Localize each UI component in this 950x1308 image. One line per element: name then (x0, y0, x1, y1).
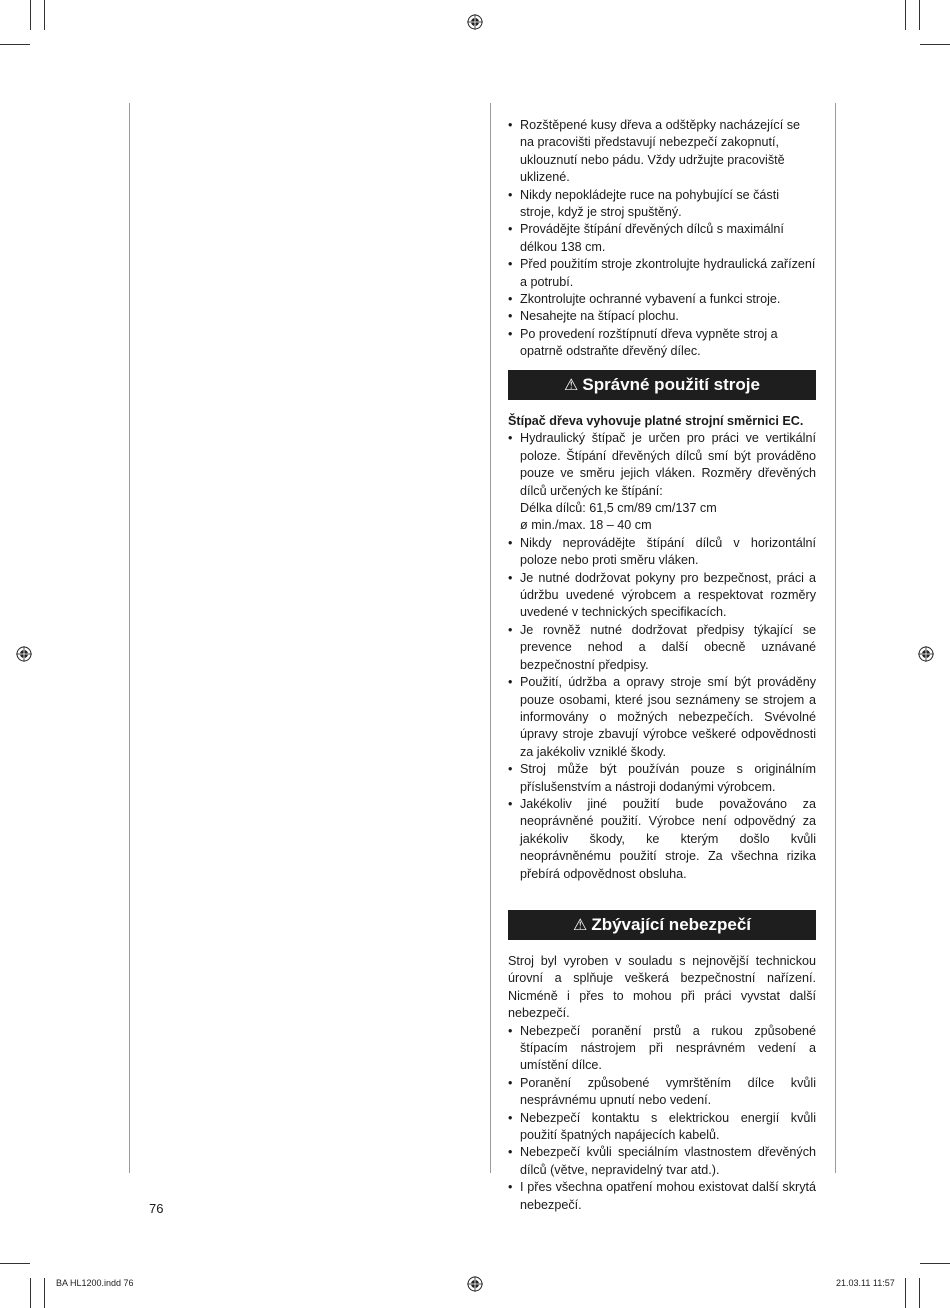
list-item: • Je rovněž nutné dodržovat předpisy týkající se prevence nehod a další obecně uznávané bezpečnostní předpisy. (508, 622, 816, 674)
list-item: • Použití, údržba a opravy stroje smí být prováděny pouze osobami, které jsou seznámeny se strojem a informovány o možných nebezpečích. Svévolné úpravy stroje zbavují výrobce veškeré odpovědnosti za jakékoliv vzniklé škody. (508, 674, 816, 761)
section-heading-proper-use (508, 370, 816, 400)
crop-mark-bottom-left-h (0, 1263, 30, 1264)
list-item: • Nesahejte na štípací plochu. (508, 308, 816, 325)
list-item: • Nikdy neprovádějte štípání dílců v horizontální poloze nebo proti směru vláken. (508, 535, 816, 570)
list-item: • Před použitím stroje zkontrolujte hydraulická zařízení a potrubí. (508, 256, 816, 291)
list-item: • Rozštěpené kusy dřeva a odštěpky nacházející se na pracovišti představují nebezpečí zakopnutí, uklouznutí nebo pádu. Vždy udržujte pracoviště uklizené. (508, 117, 816, 187)
column-rule-right (835, 103, 836, 1173)
registration-mark-left-icon (16, 646, 32, 662)
list-item: • Nikdy nepokládejte ruce na pohybující se části stroje, když je stroj spuštěný. (508, 187, 816, 222)
crop-mark-bottom-right-v2 (919, 1278, 920, 1308)
crop-mark-top-left-v (30, 0, 31, 30)
crop-mark-top-left-h (0, 44, 30, 45)
crop-mark-bottom-left-v (30, 1278, 31, 1308)
list-item: • Provádějte štípání dřevěných dílců s maximální délkou 138 cm. (508, 221, 816, 256)
crop-mark-bottom-right-h (920, 1263, 950, 1264)
crop-mark-bottom-right-v (905, 1278, 906, 1308)
section-heading-residual-risks (508, 910, 816, 940)
section-intro: Stroj byl vyroben v souladu s nejnovější technickou úrovní a splňuje veškerá bezpečnostní nařízení. Nicméně i přes to mohou při práci vyvstat další nebezpečí. (508, 954, 816, 1021)
top-safety-list (508, 117, 816, 361)
list-item: • Nebezpečí kvůli speciálním vlastnostem dřevěných dílců (větve, nepravidelný tvar atd.). (508, 1144, 816, 1179)
list-item: • Poranění způsobené vymrštěním dílce kvůli nesprávnému upnutí nebo vedení. (508, 1075, 816, 1110)
crop-mark-top-right-v (905, 0, 906, 30)
list-item: • Stroj může být používán pouze s originálním příslušenstvím a nástroji dodanými výrobcem. (508, 761, 816, 796)
section-intro: Štípač dřeva vyhovuje platné strojní směrnici EC. (508, 414, 804, 428)
registration-mark-bottom-icon (467, 1276, 483, 1292)
crop-mark-top-right-v2 (919, 0, 920, 30)
list-item: • I přes všechna opatření mohou existovat další skrytá nebezpečí. (508, 1179, 816, 1214)
list-item: • Zkontrolujte ochranné vybavení a funkci stroje. (508, 291, 816, 308)
slug-date-time: 21.03.11 11:57 (836, 1278, 895, 1288)
section-body-residual-risks (508, 953, 816, 1214)
column-rule-middle (490, 103, 491, 1173)
section-title: Správné použití stroje (582, 375, 760, 394)
warning-triangle-icon: ⚠ (572, 915, 588, 934)
crop-mark-top-right-h (920, 44, 950, 45)
column-rule-left (129, 103, 130, 1173)
page-number: 76 (149, 1201, 164, 1216)
list-item: • Je nutné dodržovat pokyny pro bezpečnost, práci a údržbu uvedené výrobcem a respektovat rozměry uvedené v technických specifikacích. (508, 570, 816, 622)
registration-mark-top-icon (467, 14, 483, 30)
slug-file-name: BA HL1200.indd 76 (56, 1278, 134, 1288)
list-item: • Jakékoliv jiné použití bude považováno za neoprávněné použití. Výrobce není odpovědný za jakékoliv škody, ke kterým došlo kvůli neoprávněnému použití stroje. Za všechna rizika přebírá odpovědnost obsluha. (508, 796, 816, 883)
section-body-proper-use (508, 413, 816, 883)
list-item-text: Hydraulický štípač je určen pro práci ve vertikální poloze. Štípání dřevěných dílců smí být prováděno pouze ve směru jejich vláken. Rozměry dřevěných dílců určených ke štípání: (520, 431, 816, 498)
list-item: • Nebezpečí poranění prstů a rukou způsobené štípacím nástrojem při nesprávném vedení a umístění dílce. (508, 1023, 816, 1075)
list-item: • Po provedení rozštípnutí dřeva vypněte stroj a opatrně odstraňte dřevěný dílec. (508, 326, 816, 361)
crop-mark-top-left-v2 (44, 0, 45, 30)
section-title: Zbývající nebezpečí (591, 915, 752, 934)
list-item-dimension-diameter: ø min./max. 18 – 40 cm (520, 518, 652, 533)
crop-mark-bottom-left-v2 (44, 1278, 45, 1308)
registration-mark-right-icon (918, 646, 934, 662)
list-item-dimension-length: Délka dílců: 61,5 cm/89 cm/137 cm (520, 501, 717, 516)
warning-triangle-icon: ⚠ (564, 375, 579, 394)
list-item: • Nebezpečí kontaktu s elektrickou energií kvůli použití špatných napájecích kabelů. (508, 1110, 816, 1145)
list-item (508, 430, 816, 534)
